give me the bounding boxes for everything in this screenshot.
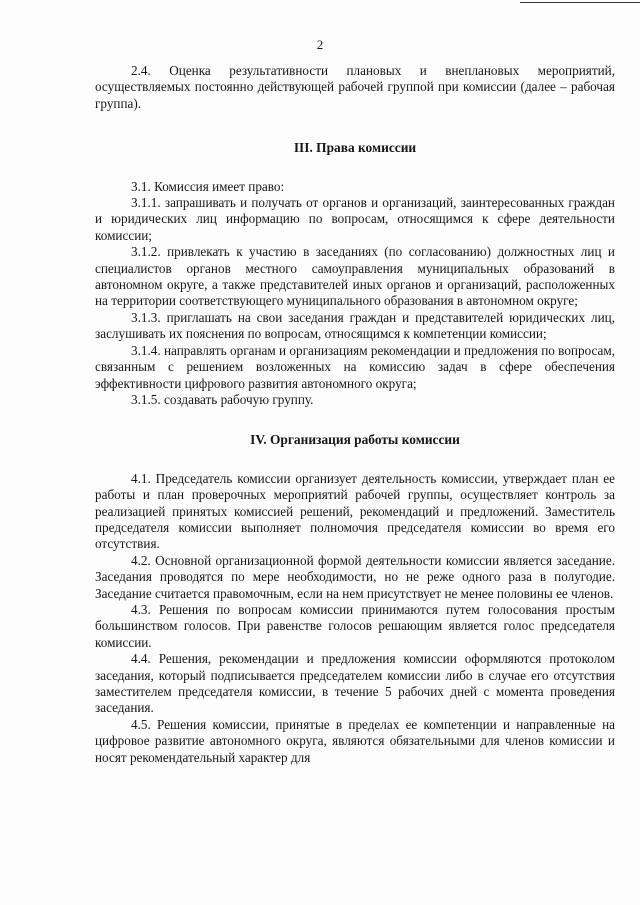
paragraph-3-1-5: 3.1.5. создавать рабочую группу. [131,391,314,407]
paragraph-4-5: 4.5. Решения комиссии, принятые в пределах ее компетенции и направленные на цифровое развитие автономного округа, являются обязательными для членов комиссии и носят рекомендательный характер для [95,716,615,765]
paragraph-3-1-3: 3.1.3. приглашать на свои заседания граждан и представителей юридических лиц, заслушивать их пояснения по вопросам, относящимся к компетенции комиссии; [95,309,615,342]
section-3-heading: III. Права комиссии [293,140,417,156]
paragraph-3-1: 3.1. Комиссия имеет право: [131,178,285,194]
page-number: 2 [316,37,324,52]
paragraph-4-4: 4.4. Решения, рекомендации и предложения комиссии оформляются протоколом заседания, который подписывается председателем комиссии либо в случае его отсутствия заместителем председателя комиссии, в течение 5 рабочих дней с момента проведения заседания. [95,651,615,716]
paragraph-3-1-4: 3.1.4. направлять органам и организациям рекомендации и предложения по вопросам, связанным с решением возложенных на комиссию задач в сфере обеспечения эффективности цифрового развития автономного округа; [95,342,615,391]
paragraph-4-1: 4.1. Председатель комиссии организует деятельность комиссии, утверждает план ее работы и план проверочных мероприятий рабочей группы, осуществляет контроль за реализацией принятых комиссией решений, рекомендаций и предложений. Заместитель председателя комиссии выполняет полномочия председателя комиссии во время его отсутствия. [95,470,615,552]
paragraph-4-3: 4.3. Решения по вопросам комиссии принимаются путем голосования простым большинством голосов. При равенстве голосов решающим является голос председателя комиссии. [95,601,615,650]
scan-edge-line [520,2,640,3]
section-4-heading: IV. Организация работы комиссии [250,432,460,448]
paragraph-2-4: 2.4. Оценка результативности плановых и внеплановых мероприятий, осуществляемых постоянно действующей рабочей группой при комиссии (далее – рабочая группа). [95,63,615,111]
paragraph-3-1-2: 3.1.2. привлекать к участию в заседаниях (по согласованию) должностных лиц и специалистов органов местного самоуправления муниципальных образований в автономном округе, а также представителей иных органов и организаций, расположенных на территории соответствующего муниципального образования в автономном округе; [95,244,615,309]
document-body [95,63,615,766]
paragraph-4-2: 4.2. Основной организационной формой деятельности комиссии является заседание. Заседания проводятся по мере необходимости, но не реже одного раза в полугодие. Заседание считается правомочным, если на нем присутствует не менее половины ее членов. [95,552,615,601]
paragraph-3-1-1: 3.1.1. запрашивать и получать от органов и организаций, заинтересованных граждан и юридических лиц информацию по вопросам, относящимся к сфере деятельности комиссии; [95,195,615,243]
